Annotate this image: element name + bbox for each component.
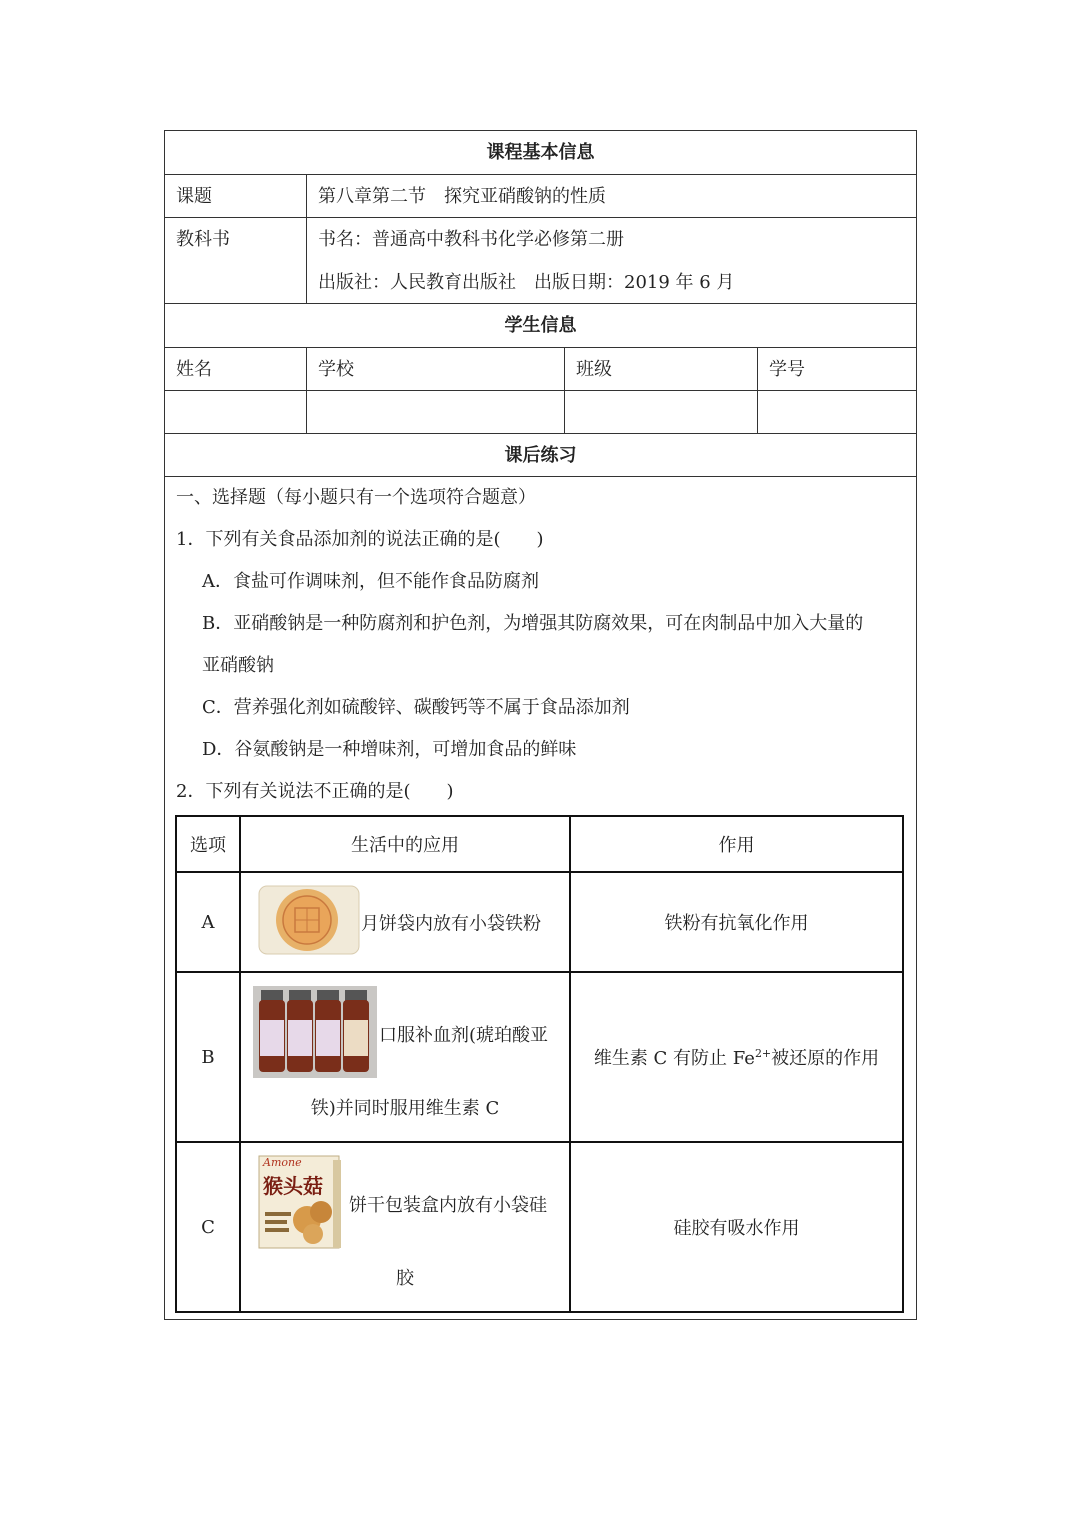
practice-row: [165, 477, 916, 1320]
number-field[interactable]: [757, 391, 916, 433]
book-name: 书名：普通高中教科书化学必修第二册: [318, 229, 624, 250]
school-label: 学校: [306, 348, 564, 391]
application-b: [240, 972, 570, 1142]
q2-row-a: [176, 872, 903, 972]
q1-option-a: A．食盐可作调味剂，但不能作食品防腐剂: [202, 571, 539, 592]
effect-c: 硅胶有吸水作用: [570, 1142, 903, 1312]
biscuit-brand: Amone: [263, 1155, 302, 1169]
course-header: 课程基本信息: [486, 142, 595, 163]
class-label: 班级: [564, 348, 757, 391]
q2-table: [175, 815, 904, 1313]
q2-row-c: [176, 1142, 903, 1312]
class-field[interactable]: [564, 391, 757, 433]
q1-option-b-line2: 亚硝酸钠: [202, 655, 274, 676]
option-c: C: [176, 1142, 240, 1312]
application-b-text1: 口服补血剂(琥珀酸亚: [379, 1025, 549, 1046]
practice-header-row: [165, 434, 916, 477]
application-c-text1: 饼干包装盒内放有小袋硅: [349, 1195, 547, 1216]
effect-b: [570, 972, 903, 1142]
q1-option-d: D．谷氨酸钠是一种增味剂，可增加食品的鲜味: [202, 739, 577, 760]
publisher-info: 出版社：人民教育出版社 出版日期：2019 年 6 月: [318, 272, 735, 293]
topic-value: 第八章第二节 探究亚硝酸钠的性质: [306, 175, 916, 218]
effect-b-text2: 被还原的作用: [771, 1048, 880, 1069]
effect-b-text1: 维生素 C 有防止 Fe: [593, 1048, 755, 1069]
effect-b-sup: 2+: [754, 1047, 772, 1060]
practice-header: 课后练习: [504, 445, 577, 466]
topic-label: 课题: [176, 186, 212, 207]
effect-a: 铁粉有抗氧化作用: [570, 872, 903, 972]
q1-stem: 1．下列有关食品添加剂的说法正确的是( ): [176, 529, 544, 550]
name-label: 姓名: [176, 359, 212, 380]
textbook-row: [165, 218, 916, 304]
practice-content: [165, 477, 916, 1319]
textbook-label: 教科书: [176, 229, 230, 250]
student-value-row: [165, 391, 916, 434]
application-b-text2: 铁)并同时服用维生素 C: [310, 1098, 500, 1119]
number-label: 学号: [757, 348, 916, 391]
head-application: 生活中的应用: [240, 816, 570, 872]
application-a: [240, 872, 570, 972]
q2-row-b: [176, 972, 903, 1142]
section-title: 一、选择题（每小题只有一个选项符合题意）: [176, 487, 536, 508]
mooncake-image: [257, 882, 361, 963]
student-header-row: [165, 304, 916, 348]
biscuit-title: 猴头菇: [263, 1173, 323, 1198]
biscuit-box-image: [257, 1154, 343, 1255]
iron-supplement-image: [253, 986, 377, 1083]
q1-option-b-line1: B．亚硝酸钠是一种防腐剂和护色剂，为增强其防腐效果，可在肉制品中加入大量的: [202, 613, 864, 634]
q2-table-head: [176, 816, 903, 872]
option-a: A: [176, 872, 240, 972]
q1-option-c: C．营养强化剂如硫酸锌、碳酸钙等不属于食品添加剂: [202, 697, 630, 718]
student-label-row: [165, 348, 916, 391]
application-c: [240, 1142, 570, 1312]
name-field[interactable]: [165, 391, 306, 433]
textbook-info: [306, 218, 916, 303]
option-b: B: [176, 972, 240, 1142]
q2-stem: 2．下列有关说法不正确的是( ): [176, 781, 454, 802]
application-a-text: 月饼袋内放有小袋铁粉: [361, 913, 541, 934]
school-field[interactable]: [306, 391, 564, 433]
topic-row: [165, 175, 916, 218]
lesson-sheet: [164, 130, 917, 1320]
course-header-row: [165, 131, 916, 175]
head-effect: 作用: [570, 816, 903, 872]
student-header: 学生信息: [504, 315, 577, 336]
application-c-text2: 胶: [396, 1268, 414, 1289]
head-option: 选项: [176, 816, 240, 872]
